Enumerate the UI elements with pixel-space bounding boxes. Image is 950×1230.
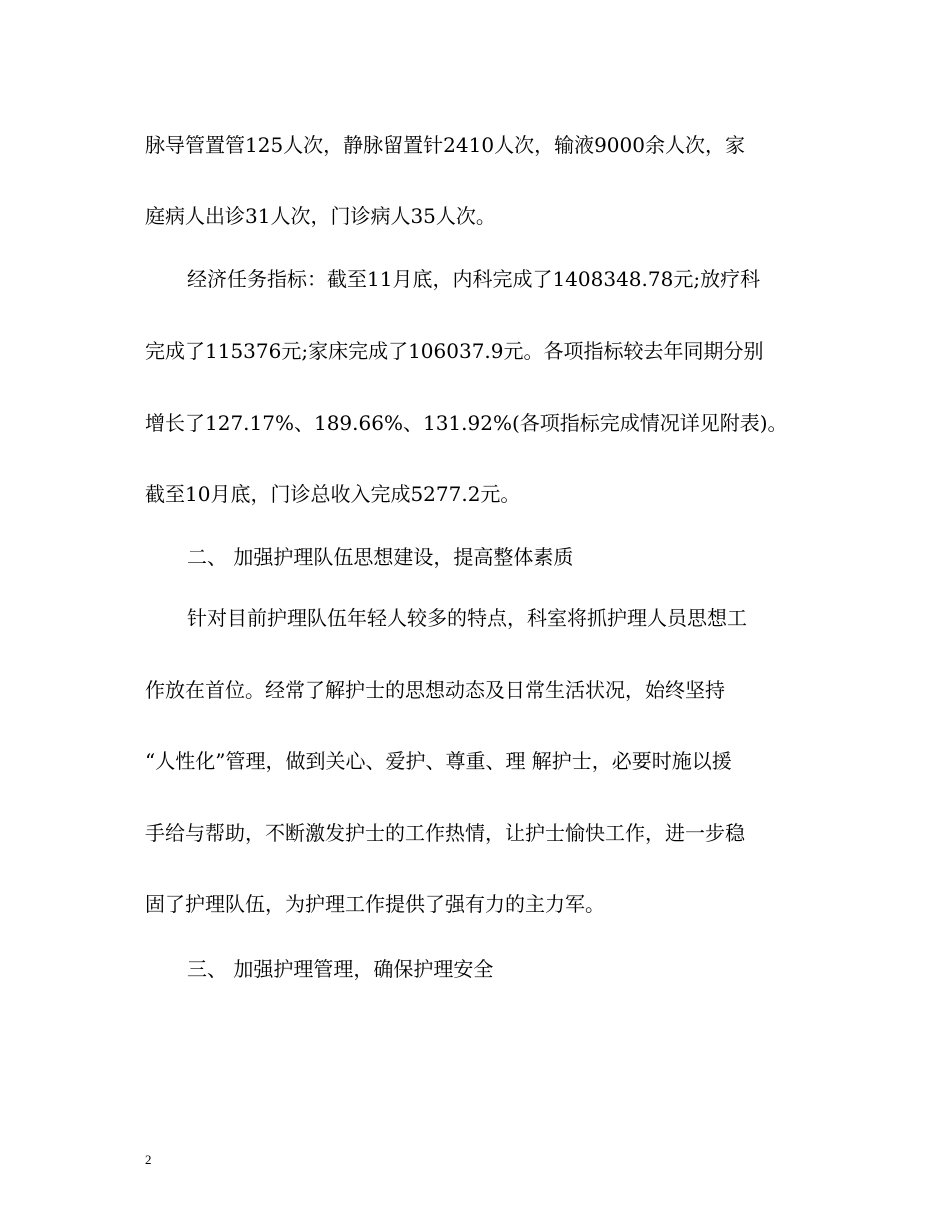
text-line-4: 完成了115376元;家床完成了106037.9元。各项指标较去年同期分别: [145, 339, 764, 363]
text-line-8: 针对目前护理队伍年轻人较多的特点，科室将抓护理人员思想工: [187, 606, 747, 630]
section-heading-3: 三、 加强护理管理，确保护理安全: [187, 957, 494, 981]
text-line-2: 庭病人出诊31人次，门诊病人35人次。: [145, 204, 496, 228]
text-line-1: 脉导管置管125人次，静脉留置针2410人次，输液9000余人次，家: [145, 133, 745, 157]
text-line-10: “人性化”管理，做到关心、爱护、尊重、理 解护士，必要时施以援: [145, 749, 732, 773]
text-line-3: 经济任务指标：截至11月底，内科完成了1408348.78元;放疗科: [187, 267, 761, 291]
text-line-5: 增长了127.17%、189.66%、131.92%(各项指标完成情况详见附表)。: [145, 411, 788, 435]
text-line-9: 作放在首位。经常了解护士的思想动态及日常生活状况，始终坚持: [145, 678, 725, 702]
text-line-11: 手给与帮助，不断激发护士的工作热情，让护士愉快工作，进一步稳: [145, 821, 745, 845]
text-line-12: 固了护理队伍，为护理工作提供了强有力的主力军。: [145, 892, 605, 916]
page-number: 2: [145, 1152, 152, 1167]
text-line-6: 截至10月底，门诊总收入完成5277.2元。: [145, 482, 521, 506]
section-heading-2: 二、 加强护理队伍思想建设，提高整体素质: [187, 545, 574, 569]
